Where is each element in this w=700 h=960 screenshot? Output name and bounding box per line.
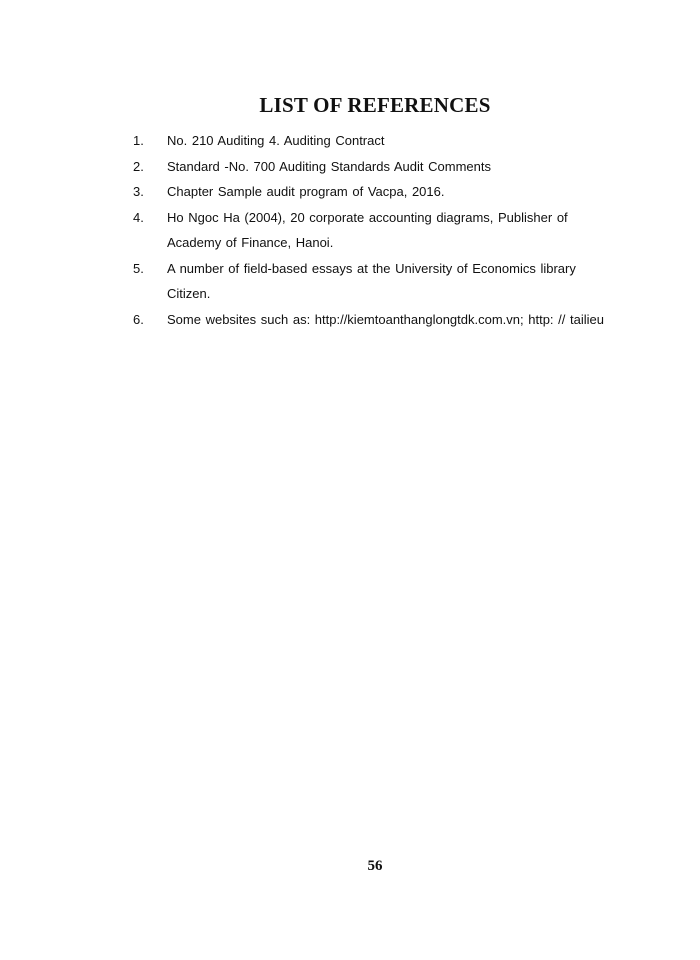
reference-number: 2. <box>133 158 144 174</box>
reference-item <box>0 256 700 307</box>
reference-text: Some websites such as: http://kiemtoanthanglongtdk.com.vn; http: // tailieu <box>167 311 604 327</box>
reference-text: Standard -No. 700 Auditing Standards Audit Comments <box>167 158 491 174</box>
reference-text: No. 210 Auditing 4. Auditing Contract <box>167 133 385 148</box>
page-number: 56 <box>367 858 383 874</box>
reference-item <box>0 128 700 154</box>
reference-number: 1. <box>133 133 144 148</box>
reference-number: 3. <box>133 184 144 199</box>
reference-number: 6. <box>133 311 144 327</box>
reference-text: Ho Ngoc Ha (2004), 20 corporate accounting diagrams, Publisher of Academy of Finance, Hanoi. <box>167 209 568 250</box>
reference-item <box>0 154 700 180</box>
reference-number: 4. <box>133 209 144 225</box>
page-title: LIST OF REFERENCES <box>259 93 491 117</box>
reference-item <box>0 307 700 333</box>
reference-text: Chapter Sample audit program of Vacpa, 2016. <box>167 184 445 199</box>
reference-text: A number of field-based essays at the University of Economics library Citizen. <box>167 260 576 301</box>
reference-list <box>0 128 700 332</box>
reference-item <box>0 179 700 205</box>
reference-number: 5. <box>133 260 144 276</box>
reference-item <box>0 205 700 256</box>
